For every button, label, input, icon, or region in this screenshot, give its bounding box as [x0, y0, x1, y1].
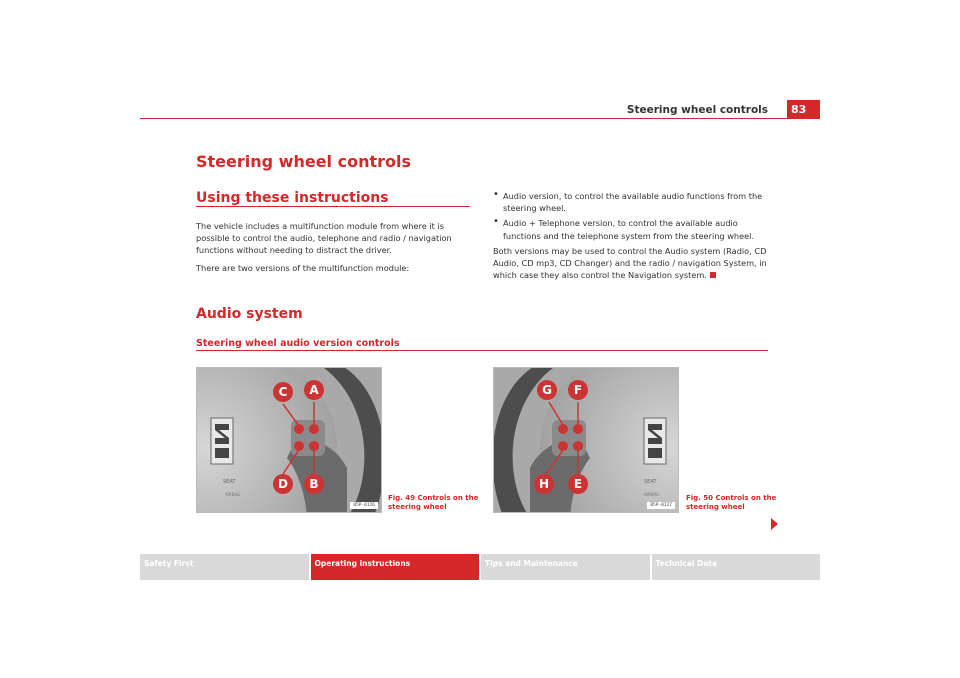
callout-label: E	[573, 477, 583, 491]
steering-wheel-right-illustration	[494, 368, 679, 513]
footer-nav	[140, 554, 820, 580]
caption-line: steering wheel	[388, 503, 447, 511]
audio-section-title: Audio system	[196, 306, 303, 322]
subsection-rule	[196, 350, 768, 351]
caption-line: Fig. 50 Controls on the	[686, 494, 777, 502]
page-number: 83	[787, 100, 820, 119]
paragraph-text: Both versions may be used to control the Audio system (Radio, CD Audio, CD mp3, CD Changer) and the radio / navigation System, in which case they also control the Navigation system.	[493, 245, 767, 281]
figure-steering-wheel-left	[196, 367, 382, 513]
steering-wheel-left-illustration	[197, 368, 382, 513]
paragraph	[493, 245, 771, 282]
callout-label: H	[538, 477, 550, 491]
figure-code: B5P-0126	[350, 502, 378, 509]
left-column-text	[196, 220, 468, 279]
tab-operating-instructions[interactable]: Operating instructions	[311, 554, 480, 580]
section-title: Steering wheel controls	[196, 152, 411, 171]
callout-label: G	[542, 383, 552, 397]
callout-label: A	[309, 383, 319, 397]
audio-subsection-title: Steering wheel audio version controls	[196, 338, 400, 349]
callout-label: D	[278, 477, 288, 491]
right-column-text	[493, 190, 771, 286]
callout-label: C	[278, 385, 288, 399]
tab-safety-first[interactable]: Safety First	[140, 554, 309, 580]
bullet-item: • Audio version, to control the available audio functions from the steering wheel.	[493, 190, 771, 214]
figure-caption	[686, 494, 776, 512]
figure-caption	[388, 494, 478, 512]
tab-technical-data[interactable]: Technical Data	[652, 554, 821, 580]
figure-code: B5P-0127	[647, 502, 675, 509]
tab-tips-and-maintenance[interactable]: Tips and Maintenance	[481, 554, 650, 580]
section-subtitle: Using these instructions	[196, 190, 389, 206]
callout-label: B	[309, 477, 319, 491]
figure-steering-wheel-right	[493, 367, 679, 513]
svg-text:AIRBAG: AIRBAG	[225, 492, 241, 497]
caption-line: steering wheel	[686, 503, 745, 511]
svg-text:SEAT: SEAT	[644, 479, 657, 485]
bullet-item: • Audio + Telephone version, to control the available audio functions and the telephone system from the steering wheel.	[493, 217, 771, 241]
header-rule	[140, 118, 820, 119]
svg-text:AIRBAG: AIRBAG	[644, 492, 660, 497]
svg-text:SEAT: SEAT	[223, 479, 236, 485]
callout-label: F	[573, 383, 583, 397]
running-header-title: Steering wheel controls	[626, 104, 768, 116]
arrow-right-icon[interactable]	[771, 518, 778, 530]
subtitle-rule	[196, 206, 470, 207]
paragraph: The vehicle includes a multifunction module from where it is possible to control the audio, telephone and radio / navigation functions without needing to distract the driver.	[196, 221, 452, 256]
paragraph: There are two versions of the multifunction module:	[196, 262, 410, 273]
square-icon	[710, 272, 716, 278]
caption-line: Fig. 49 Controls on the	[388, 494, 479, 502]
